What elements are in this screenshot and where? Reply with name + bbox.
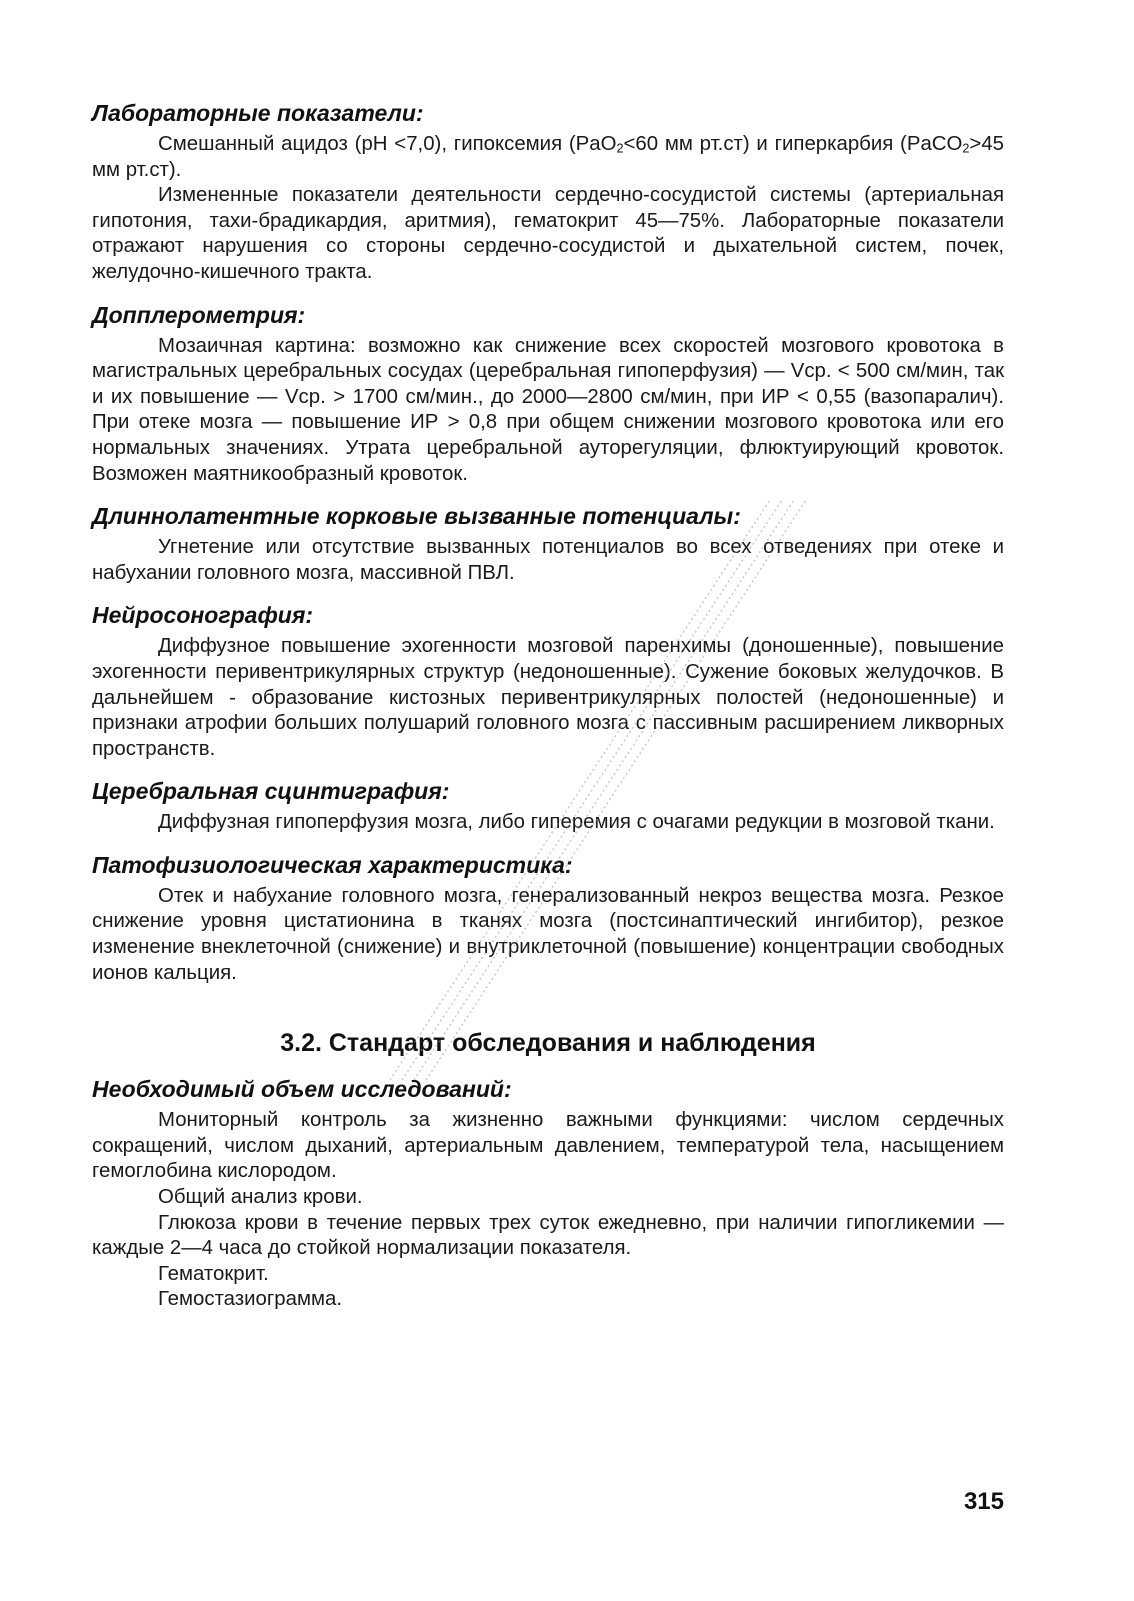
paragraph-glucose: Глюкоза крови в течение первых трех суток ежедневно, при наличии гипогликемии — каждые 2—4 часа до стойкой нормализации показателя. xyxy=(92,1211,1004,1260)
heading-neurosonography: Нейросонография: xyxy=(92,602,314,629)
paragraph-neurosonography: Диффузное повышение эхогенности мозговой паренхимы (доношенные), повышение эхогенности перивентрикулярных структур (недоношенные). Сужение боковых желудочков. В дальнейшем - образование кистозных перивентрикулярных полостей (недоношенные) и признаки атрофии больших полушарий головного мозга с пассивным расширением ликворных пространств. xyxy=(92,635,1004,760)
paragraph-evoked-potentials: Угнетение или отсутствие вызванных потенциалов во всех отведениях при отеке и набухании головного мозга, массивной ПВЛ. xyxy=(92,536,1004,584)
subscript: 2 xyxy=(962,141,970,156)
paragraph-pathophysiology: Отек и набухание головного мозга, генерализованный некроз вещества мозга. Резкое снижение уровня цистатионина в тканях мозга (постсинаптический ингибитор), резкое изменение внеклеточной (снижение) и внутриклеточной (повышение) концентрации свободных ионов кальция. xyxy=(92,884,1004,984)
paragraph-hemostasis: Гемостазиограмма. xyxy=(158,1288,343,1311)
text-fragment: >45 мм рт.ст). xyxy=(92,133,1004,181)
heading-evoked-potentials: Длиннолатентные корковые вызванные потенциалы: xyxy=(92,503,741,530)
heading-lab: Лабораторные показатели: xyxy=(92,100,424,126)
paragraph-blood-test: Общий анализ крови. xyxy=(158,1186,363,1209)
paragraph-lab-1 xyxy=(92,132,1004,183)
heading-doppler: Допплерометрия: xyxy=(92,301,306,328)
paragraph-hematocrit: Гематокрит. xyxy=(158,1262,269,1285)
heading-scintigraphy: Церебральная сцинтиграфия: xyxy=(92,778,450,805)
page-content xyxy=(92,98,1004,1313)
text-fragment: Смешанный ацидоз (pH <7,0), гипоксемия (PaO xyxy=(158,133,617,155)
subscript: 2 xyxy=(616,141,624,156)
heading-required-studies: Необходимый объем исследований: xyxy=(92,1076,512,1103)
paragraph-monitoring: Мониторный контроль за жизненно важными функциями: числом сердечных сокращений, числом дыханий, артериальным давлением, температурой тела, насыщением гемоглобина кислородом. xyxy=(92,1109,1004,1183)
text-fragment: <60 мм рт.ст) и гиперкарбия (PaCO xyxy=(623,133,963,155)
section-title: 3.2. Стандарт обследования и наблюдения xyxy=(280,1029,816,1058)
paragraph-doppler: Мозаичная картина: возможно как снижение всех скоростей мозгового кровотока в магистральных церебральных сосудах (церебральная гипоперфузия) — Vср. < 500 см/мин, так и их повышение — Vср. > 1700 см/мин., до 2000—2800 см/мин, при ИР < 0,55 (вазопаралич). При отеке мозга — повышение ИР > 0,8 при общем снижении мозгового кровотока или его нормальных значениях. Утрата церебральной ауторегуляции, флюктуирующий кровоток. Возможен маятникообразный кровоток. xyxy=(92,334,1004,485)
paragraph-scintigraphy: Диффузная гипоперфузия мозга, либо гиперемия с очагами редукции в мозговой ткани. xyxy=(158,811,995,834)
paragraph-lab-2: Измененные показатели деятельности сердечно-сосудистой системы (артериальная гипотония, тахи-брадикардия, аритмия), гематокрит 45—75%. Лабораторные показатели отражают нарушения со стороны сердечно-сосудистой и дыхательной систем, почек, желудочно-кишечного тракта. xyxy=(92,184,1004,283)
page-number: 315 xyxy=(963,1488,1004,1515)
heading-pathophysiology: Патофизиологическая характеристика: xyxy=(92,851,573,878)
